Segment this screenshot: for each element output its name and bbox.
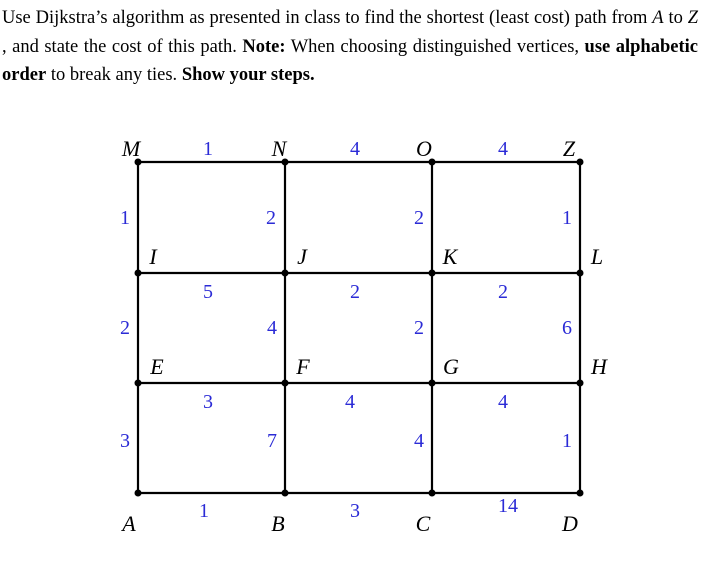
label-J: J <box>297 244 307 269</box>
start-vertex: A <box>652 8 664 28</box>
node-J <box>282 270 289 277</box>
node-G <box>429 380 436 387</box>
problem-text-5: to break any ties. <box>46 65 182 85</box>
label-A: A <box>122 511 136 536</box>
weight-N-O: 4 <box>350 138 360 160</box>
node-L <box>577 270 584 277</box>
node-K <box>429 270 436 277</box>
weight-C-D: 14 <box>498 495 518 517</box>
problem-text-4: When choosing distinguished vertices, <box>285 36 585 57</box>
note-label: Note: <box>242 36 286 57</box>
label-K: K <box>442 244 458 269</box>
label-E: E <box>150 354 164 379</box>
weight-O-Z: 4 <box>498 138 508 160</box>
node-C <box>429 490 436 497</box>
weight-B-C: 3 <box>350 500 360 522</box>
weight-J-F: 4 <box>267 317 277 339</box>
weight-H-D: 1 <box>562 430 572 452</box>
weight-F-B: 7 <box>267 430 277 452</box>
label-H: H <box>591 354 607 379</box>
weight-F-G: 4 <box>345 391 355 413</box>
weight-A-B: 1 <box>199 500 209 522</box>
weight-M-N: 1 <box>203 138 213 160</box>
label-C: C <box>415 511 431 536</box>
node-I <box>135 270 142 277</box>
weight-J-K: 2 <box>350 281 360 303</box>
label-N: N <box>271 136 287 161</box>
weight-K-G: 2 <box>414 317 424 339</box>
alphabetic-order-emphasis: use alphabetic order <box>2 36 698 85</box>
problem-text-2: to <box>663 8 688 28</box>
node-B <box>282 490 289 497</box>
label-F: F <box>296 354 310 379</box>
node-H <box>577 380 584 387</box>
weight-N-J: 2 <box>266 207 276 229</box>
weight-G-H: 4 <box>498 391 508 413</box>
weight-Z-L: 1 <box>562 207 572 229</box>
label-I: I <box>149 244 157 269</box>
label-M: M <box>121 136 141 161</box>
weight-K-L: 2 <box>498 281 508 303</box>
label-G: G <box>443 354 459 379</box>
label-L: L <box>590 244 604 269</box>
label-B: B <box>271 511 285 536</box>
weight-M-I: 1 <box>120 207 130 229</box>
node-F <box>282 380 289 387</box>
weight-I-E: 2 <box>120 317 130 339</box>
weight-E-F: 3 <box>203 391 213 413</box>
weight-O-K: 2 <box>414 207 424 229</box>
node-D <box>577 490 584 497</box>
weight-E-A: 3 <box>120 430 130 452</box>
weight-I-J: 5 <box>203 281 213 303</box>
problem-text-3: , and state the cost of this path. <box>2 36 243 57</box>
weight-L-H: 6 <box>562 317 572 339</box>
node-Z <box>577 159 584 166</box>
node-E <box>135 380 142 387</box>
show-steps-emphasis: Show your steps. <box>181 65 315 85</box>
end-vertex: Z <box>687 8 699 28</box>
problem-text-1: Use Dijkstra’s algorithm as presented in class to find the shortest (least cost) path from <box>2 8 653 28</box>
node-A <box>135 490 142 497</box>
label-D: D <box>562 511 578 536</box>
label-Z: Z <box>562 136 576 161</box>
label-O: O <box>416 136 432 161</box>
weight-G-C: 4 <box>414 430 424 452</box>
